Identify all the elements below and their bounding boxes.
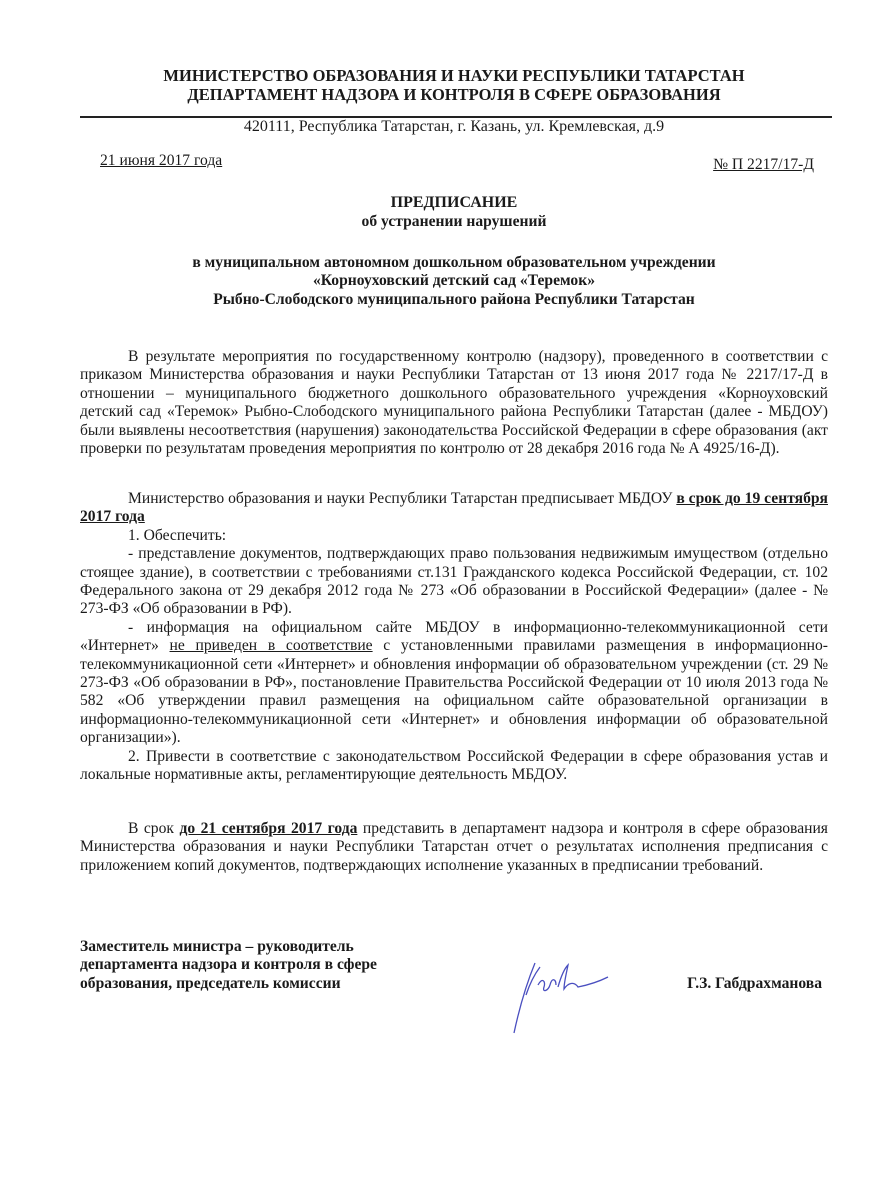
text: В срок	[128, 820, 180, 837]
institution-line: Рыбно-Слободского муниципального района Республики Татарстан	[213, 290, 695, 308]
text: представить в департамент надзора и контроля в сфере образования Министерства образования и науки Республики Татарстан отчет о результатах исполнения предписания с приложением копий документов, подтверждающих исполнение указанных в предписании требований.	[80, 820, 828, 874]
number-text: № П 2217/17-Д	[713, 156, 814, 173]
deadline-2: до 21 сентября 2017 года	[179, 820, 358, 837]
deadline-1: в срок до 19 сентября 2017 года	[80, 490, 828, 526]
institution	[80, 254, 828, 309]
paragraph-findings: В результате мероприятия по государственному контролю (надзору), проведенного в соответствии с приказом Министерства образования и науки Республики Татарстан от 13 июня 2017 года № 2217/17-Д в отношении – муниципального бюджетного дошкольного образовательного учреждения «Корноуховский детский сад «Теремок» Рыбно-Слободского муниципального района Республики Татарстан (далее - МБДОУ) были выявлены несоответствия (нарушения) законодательства Российской Федерации в сфере образования (акт проверки по результатам проведения мероприятия по контролю от 28 декабря 2016 года № А 4925/16-Д).	[80, 348, 828, 458]
document-date	[100, 152, 222, 170]
position-line: образования, председатель комиссии	[80, 974, 341, 992]
item-2: 2. Привести в соответствие с законодательством Российской Федерации в сфере образования устав и локальные нормативные акты, регламентирующие деятельность МБДОУ.	[80, 747, 828, 784]
item-1a: - представление документов, подтверждающих право пользования недвижимым имуществом (отдельно стоящее здание), в соответствии с требованиями ст.131 Гражданского кодекса Российской Федерации, ст. 102 Федерального закона от 29 декабря 2012 года № 273 «Об образовании в Российской Федерации» (далее - № 273-ФЗ «Об образовании в РФ).	[80, 545, 828, 618]
signatory-position	[80, 938, 440, 993]
text: с установленными правилами размещения в информационно-телекоммуникационной сети «Интернет» и обновления информации об образовательном учреждении (ст. 29 № 273-ФЗ «Об образовании в РФ», постановление Правительства Российской Федерации от 10 июля 2013 года № 582 «Об утверждении правил размещения на официальном сайте образовательной организации в информационно-телекоммуникационной сети «Интернет» и обновления информации об образовательной организации»).	[80, 637, 828, 747]
position-line: департамента надзора и контроля в сфере	[80, 956, 377, 974]
item-1b	[80, 619, 828, 748]
date-text: 21 июня 2017 года	[100, 152, 223, 169]
document-title: ПРЕДПИСАНИЕ	[390, 194, 518, 211]
signatory-name: Г.З. Габдрахманова	[687, 975, 822, 992]
ministry-name: МИНИСТЕРСТВО ОБРАЗОВАНИЯ И НАУКИ РЕСПУБЛИКИ ТАТАРСТАН	[163, 66, 745, 85]
address: 420111, Республика Татарстан, г. Казань, ул. Кремлевская, д.9	[243, 118, 665, 135]
position-line: Заместитель министра – руководитель	[80, 938, 354, 955]
underlined-text: не приведен в соответствие	[169, 637, 373, 655]
item-1-heading: 1. Обеспечить:	[128, 526, 227, 544]
paragraph-prescription	[80, 490, 828, 527]
text: Министерство образования и науки Республики Татарстан предписывает МБДОУ	[128, 490, 677, 507]
institution-line: в муниципальном автономном дошкольном образовательном учреждении	[192, 254, 716, 271]
institution-line: «Корноуховский детский сад «Теремок»	[312, 272, 596, 290]
document-subtitle: об устранении нарушений	[361, 213, 547, 230]
paragraph-report	[80, 820, 828, 875]
letterhead	[80, 66, 828, 104]
document-number	[713, 156, 814, 174]
department-name: ДЕПАРТАМЕНТ НАДЗОРА И КОНТРОЛЯ В СФЕРЕ ОБРАЗОВАНИЯ	[187, 85, 721, 104]
prescription-section	[80, 490, 828, 785]
handwritten-signature	[500, 955, 610, 1040]
text: - информация на официальном сайте МБДОУ в информационно-телекоммуникационной сети «Интернет»	[80, 618, 828, 655]
